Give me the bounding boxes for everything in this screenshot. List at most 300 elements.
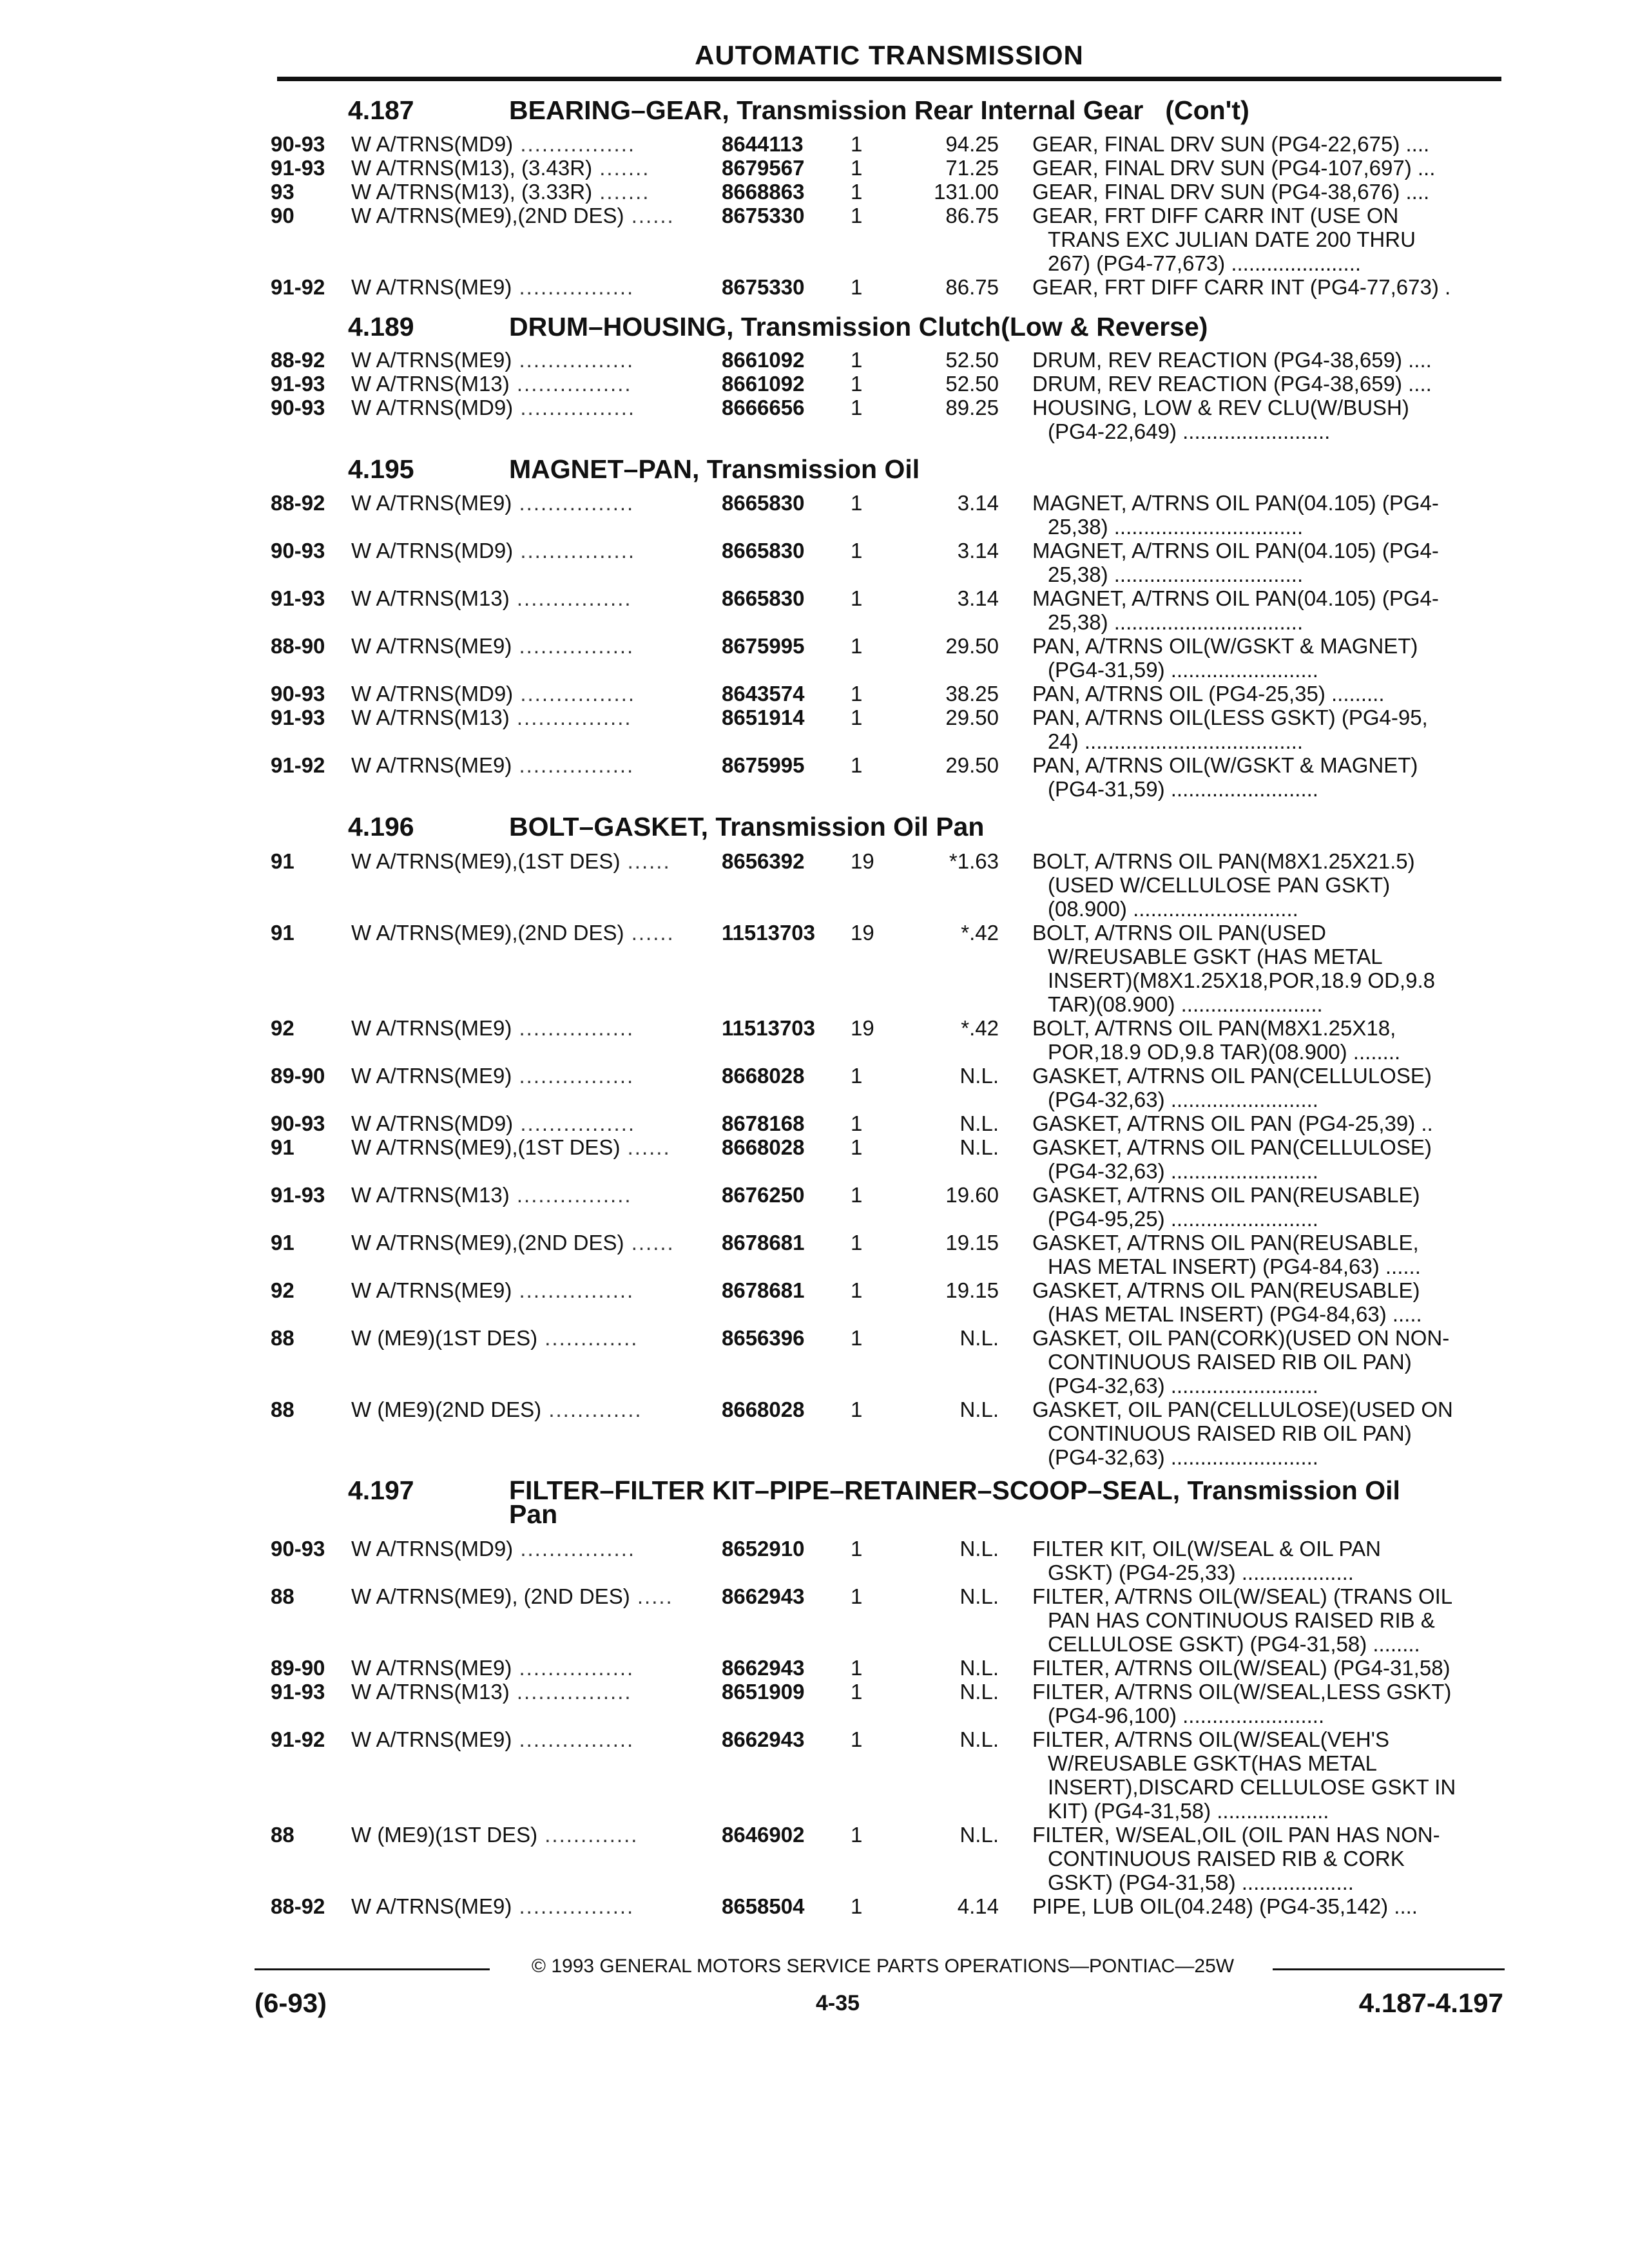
part-number: 8675995 — [722, 634, 805, 658]
quantity: 1 — [851, 1680, 863, 1704]
application — [351, 132, 635, 156]
price: *.42 — [961, 921, 999, 945]
section-heading — [348, 95, 1249, 126]
price: N.L. — [959, 1064, 999, 1088]
application — [351, 706, 632, 729]
section-title: MAGNET–PAN, Transmission Oil — [509, 454, 920, 484]
quantity: 1 — [851, 156, 863, 180]
model-years: 91-93 — [271, 1680, 325, 1704]
application-text: W A/TRNS(ME9) — [351, 1656, 512, 1680]
description-line: BOLT, A/TRNS OIL PAN(M8X1.25X18, — [1032, 1016, 1396, 1040]
model-years: 91 — [271, 1135, 294, 1159]
footer-section-range: 4.187-4.197 — [1358, 1988, 1503, 2018]
application — [351, 1398, 642, 1421]
part-description — [1032, 1656, 1509, 1680]
leader-dots: ................ — [513, 396, 636, 419]
part-number: 8652910 — [722, 1537, 805, 1561]
description-line: GASKET, OIL PAN(CORK)(USED ON NON- — [1032, 1326, 1450, 1350]
price: N.L. — [959, 1537, 999, 1561]
description-line: GASKET, A/TRNS OIL PAN(CELLULOSE) — [1032, 1064, 1432, 1088]
quantity: 1 — [851, 275, 863, 299]
part-description — [1032, 204, 1509, 275]
section-number: 4.195 — [348, 454, 414, 484]
model-years: 91 — [271, 1231, 294, 1254]
description-line: HAS METAL INSERT) (PG4-84,63) ...... — [1048, 1254, 1421, 1278]
application — [351, 682, 635, 706]
footer-rule-right — [1273, 1968, 1505, 1970]
application — [351, 1727, 634, 1751]
price: 52.50 — [945, 372, 999, 396]
price: N.L. — [959, 1823, 999, 1847]
section-title-continued: Pan — [509, 1499, 558, 1529]
price: 131.00 — [934, 180, 999, 204]
description-line: FILTER, A/TRNS OIL(W/SEAL,LESS GSKT) — [1032, 1680, 1452, 1704]
description-line: FILTER KIT, OIL(W/SEAL & OIL PAN — [1032, 1537, 1381, 1561]
part-description — [1032, 634, 1509, 682]
part-description — [1032, 921, 1509, 1016]
description-line: CONTINUOUS RAISED RIB OIL PAN) — [1048, 1350, 1412, 1374]
description-line: 267) (PG4-77,673) ...................... — [1048, 251, 1362, 275]
part-number: 8662943 — [722, 1727, 805, 1751]
footer-copyright: © 1993 GENERAL MOTORS SERVICE PARTS OPERATIONS—PONTIAC—25W — [531, 1956, 1235, 1977]
description-line: BOLT, A/TRNS OIL PAN(USED — [1032, 921, 1326, 945]
leader-dots: ................ — [512, 1278, 635, 1302]
part-number: 8668863 — [722, 180, 805, 204]
application-text: W A/TRNS(M13) — [351, 586, 510, 610]
part-number: 11513703 — [722, 1016, 816, 1040]
quantity: 1 — [851, 1135, 863, 1159]
part-description — [1032, 348, 1509, 372]
part-number: 8679567 — [722, 156, 805, 180]
application-text: W A/TRNS(ME9) — [351, 1727, 512, 1751]
leader-dots: ............. — [537, 1823, 639, 1847]
part-description — [1032, 539, 1509, 586]
description-line: CONTINUOUS RAISED RIB OIL PAN) — [1048, 1421, 1412, 1445]
application — [351, 1823, 638, 1847]
application-text: W A/TRNS(ME9),(2ND DES) — [351, 921, 624, 945]
price: 3.14 — [957, 491, 999, 515]
price: 86.75 — [945, 204, 999, 227]
description-line: (USED W/CELLULOSE PAN GSKT) — [1048, 873, 1391, 897]
description-line: PAN, A/TRNS OIL(LESS GSKT) (PG4-95, — [1032, 706, 1428, 729]
model-years: 88 — [271, 1823, 294, 1847]
footer-rule-left — [255, 1968, 490, 1970]
quantity: 1 — [851, 634, 863, 658]
model-years: 92 — [271, 1016, 294, 1040]
quantity: 19 — [851, 1016, 874, 1040]
description-line: PAN, A/TRNS OIL(W/GSKT & MAGNET) — [1032, 753, 1418, 777]
application — [351, 156, 650, 180]
model-years: 93 — [271, 180, 294, 204]
leader-dots: ................ — [512, 1656, 635, 1680]
price: N.L. — [959, 1326, 999, 1350]
application-text: W A/TRNS(ME9) — [351, 275, 512, 299]
application — [351, 1231, 675, 1254]
part-number: 8665830 — [722, 491, 805, 515]
part-number: 8644113 — [722, 132, 804, 156]
leader-dots: ................ — [512, 491, 635, 515]
part-number: 8676250 — [722, 1183, 805, 1207]
description-line: (PG4-96,100) ........................ — [1048, 1704, 1325, 1727]
description-line: 25,38) ................................ — [1048, 515, 1304, 539]
part-description — [1032, 682, 1509, 706]
part-description — [1032, 491, 1509, 539]
model-years: 89-90 — [271, 1656, 325, 1680]
application-text: W A/TRNS(ME9) — [351, 1064, 512, 1088]
price: 3.14 — [957, 586, 999, 610]
application-text: W A/TRNS(M13) — [351, 372, 510, 396]
application-text: W A/TRNS(ME9),(2ND DES) — [351, 204, 624, 227]
model-years: 90-93 — [271, 539, 325, 562]
price: N.L. — [959, 1680, 999, 1704]
application — [351, 1537, 635, 1561]
description-line: (PG4-32,63) ......................... — [1048, 1159, 1318, 1183]
application-text: W A/TRNS(ME9) — [351, 1278, 512, 1302]
part-description — [1032, 132, 1509, 156]
description-line: DRUM, REV REACTION (PG4-38,659) .... — [1032, 348, 1432, 372]
description-line: TAR)(08.900) ........................ — [1048, 992, 1323, 1016]
part-number: 8656396 — [722, 1326, 805, 1350]
application-text: W A/TRNS(MD9) — [351, 539, 514, 562]
leader-dots: ...... — [620, 1135, 671, 1159]
application — [351, 753, 634, 777]
model-years: 90-93 — [271, 1111, 325, 1135]
description-line: MAGNET, A/TRNS OIL PAN(04.105) (PG4- — [1032, 539, 1439, 562]
leader-dots: ................ — [513, 1537, 636, 1561]
application — [351, 491, 634, 515]
quantity: 1 — [851, 204, 863, 227]
application-text: W A/TRNS(MD9) — [351, 682, 514, 706]
leader-dots: ................ — [509, 586, 632, 610]
description-line: (PG4-95,25) ......................... — [1048, 1207, 1318, 1231]
model-years: 90 — [271, 204, 294, 227]
description-line: 24) ..................................... — [1048, 729, 1304, 753]
section-number: 4.189 — [348, 312, 414, 341]
application-text: W (ME9)(1ST DES) — [351, 1823, 538, 1847]
leader-dots: ................ — [512, 275, 635, 299]
description-line: (HAS METAL INSERT) (PG4-84,63) ..... — [1048, 1302, 1422, 1326]
description-line: PIPE, LUB OIL(04.248) (PG4-35,142) .... — [1032, 1894, 1418, 1918]
description-line: (PG4-22,649) ......................... — [1048, 419, 1331, 443]
application — [351, 634, 634, 658]
application-text: W A/TRNS(ME9) — [351, 1016, 512, 1040]
part-number: 8651914 — [722, 706, 805, 729]
price: *.42 — [961, 1016, 999, 1040]
application-text: W A/TRNS(ME9) — [351, 634, 512, 658]
price: 52.50 — [945, 348, 999, 372]
leader-dots: ....... — [592, 180, 650, 204]
price: N.L. — [959, 1398, 999, 1421]
part-description — [1032, 1894, 1509, 1918]
description-line: INSERT)(M8X1.25X18,POR,18.9 OD,9.8 — [1048, 968, 1435, 992]
model-years: 91-92 — [271, 275, 325, 299]
part-number: 8668028 — [722, 1398, 805, 1421]
price: *1.63 — [949, 849, 999, 873]
part-number: 8665830 — [722, 539, 805, 562]
model-years: 89-90 — [271, 1064, 325, 1088]
application — [351, 1064, 634, 1088]
application-text: W A/TRNS(ME9) — [351, 348, 512, 372]
model-years: 88-92 — [271, 1894, 325, 1918]
model-years: 88 — [271, 1398, 294, 1421]
quantity: 1 — [851, 1727, 863, 1751]
application — [351, 1135, 671, 1159]
model-years: 91-93 — [271, 1183, 325, 1207]
description-line: GASKET, OIL PAN(CELLULOSE)(USED ON — [1032, 1398, 1453, 1421]
part-description — [1032, 706, 1509, 753]
model-years: 92 — [271, 1278, 294, 1302]
price: 86.75 — [945, 275, 999, 299]
leader-dots: ................ — [509, 1680, 632, 1704]
section-number: 4.187 — [348, 95, 414, 125]
model-years: 88-92 — [271, 491, 325, 515]
leader-dots: ................ — [509, 372, 632, 396]
description-line: GASKET, A/TRNS OIL PAN(REUSABLE, — [1032, 1231, 1419, 1254]
description-line: (PG4-31,59) ......................... — [1048, 658, 1318, 682]
description-line: 25,38) ................................ — [1048, 610, 1304, 634]
leader-dots: ................ — [512, 1016, 635, 1040]
application-text: W (ME9)(1ST DES) — [351, 1326, 538, 1350]
application — [351, 1183, 632, 1207]
leader-dots: ............. — [541, 1398, 642, 1421]
description-line: (PG4-32,63) ......................... — [1048, 1374, 1318, 1398]
application — [351, 372, 632, 396]
part-number: 8643574 — [722, 682, 805, 706]
application — [351, 1584, 673, 1608]
quantity: 1 — [851, 491, 863, 515]
application — [351, 275, 634, 299]
model-years: 90-93 — [271, 396, 325, 419]
section-continued-label: (Con't) — [1165, 95, 1249, 125]
description-line: W/REUSABLE GSKT(HAS METAL — [1048, 1751, 1377, 1775]
part-description — [1032, 1680, 1509, 1727]
section-heading — [348, 312, 1208, 342]
price: 29.50 — [945, 753, 999, 777]
description-line: 25,38) ................................ — [1048, 562, 1304, 586]
price: 19.15 — [945, 1278, 999, 1302]
description-line: INSERT),DISCARD CELLULOSE GSKT IN — [1048, 1775, 1456, 1799]
application — [351, 586, 632, 610]
section-title: FILTER–FILTER KIT–PIPE–RETAINER–SCOOP–SEAL, Transmission Oil — [509, 1475, 1400, 1505]
description-line: GASKET, A/TRNS OIL PAN(REUSABLE) — [1032, 1278, 1420, 1302]
leader-dots: ...... — [624, 204, 675, 227]
part-number: 8656392 — [722, 849, 805, 873]
description-line: TRANS EXC JULIAN DATE 200 THRU — [1048, 227, 1416, 251]
application-text: W A/TRNS(ME9), (2ND DES) — [351, 1584, 630, 1608]
quantity: 1 — [851, 1823, 863, 1847]
price: 38.25 — [945, 682, 999, 706]
part-description — [1032, 1398, 1509, 1469]
application-text: W A/TRNS(MD9) — [351, 396, 514, 419]
part-description — [1032, 275, 1509, 299]
price: N.L. — [959, 1135, 999, 1159]
quantity: 1 — [851, 132, 863, 156]
application-text: W (ME9)(2ND DES) — [351, 1398, 542, 1421]
application — [351, 1656, 634, 1680]
description-line: PAN, A/TRNS OIL (PG4-25,35) ......... — [1032, 682, 1385, 706]
leader-dots: ................ — [512, 634, 635, 658]
description-line: GASKET, A/TRNS OIL PAN(REUSABLE) — [1032, 1183, 1420, 1207]
description-line: MAGNET, A/TRNS OIL PAN(04.105) (PG4- — [1032, 586, 1439, 610]
description-line: GSKT) (PG4-31,58) ................... — [1048, 1870, 1354, 1894]
part-number: 8678681 — [722, 1278, 805, 1302]
quantity: 1 — [851, 1894, 863, 1918]
model-years: 91 — [271, 849, 294, 873]
part-description — [1032, 1326, 1509, 1398]
description-line: (PG4-32,63) ......................... — [1048, 1445, 1318, 1469]
part-description — [1032, 1135, 1509, 1183]
application-text: W A/TRNS(M13) — [351, 1183, 510, 1207]
part-number: 8661092 — [722, 348, 805, 372]
description-line: GEAR, FINAL DRV SUN (PG4-107,697) ... — [1032, 156, 1436, 180]
model-years: 88 — [271, 1326, 294, 1350]
part-description — [1032, 396, 1509, 443]
price: N.L. — [959, 1111, 999, 1135]
price: N.L. — [959, 1727, 999, 1751]
application — [351, 348, 634, 372]
quantity: 1 — [851, 1064, 863, 1088]
quantity: 1 — [851, 539, 863, 562]
model-years: 91-93 — [271, 706, 325, 729]
application-text: W A/TRNS(MD9) — [351, 132, 514, 156]
application — [351, 204, 675, 227]
model-years: 91-92 — [271, 753, 325, 777]
quantity: 1 — [851, 372, 863, 396]
application — [351, 921, 675, 945]
part-number: 8675330 — [722, 204, 805, 227]
application — [351, 1894, 634, 1918]
quantity: 1 — [851, 586, 863, 610]
part-description — [1032, 1537, 1509, 1584]
model-years: 90-93 — [271, 682, 325, 706]
section-title: BOLT–GASKET, Transmission Oil Pan — [509, 812, 985, 841]
price: 29.50 — [945, 634, 999, 658]
page-title: AUTOMATIC TRANSMISSION — [695, 40, 1084, 70]
description-line: GEAR, FRT DIFF CARR INT (USE ON — [1032, 204, 1399, 227]
description-line: GSKT) (PG4-25,33) ................... — [1048, 1561, 1354, 1584]
application-text: W A/TRNS(M13) — [351, 706, 510, 729]
application — [351, 180, 650, 204]
quantity: 1 — [851, 1231, 863, 1254]
description-line: PAN, A/TRNS OIL(W/GSKT & MAGNET) — [1032, 634, 1418, 658]
leader-dots: ................ — [512, 348, 635, 372]
model-years: 90-93 — [271, 1537, 325, 1561]
footer-date-code: (6-93) — [255, 1988, 327, 2018]
section-heading — [348, 812, 984, 842]
description-line: BOLT, A/TRNS OIL PAN(M8X1.25X21.5) — [1032, 849, 1415, 873]
part-description — [1032, 372, 1509, 396]
description-line: POR,18.9 OD,9.8 TAR)(08.900) ........ — [1048, 1040, 1401, 1064]
price: 19.60 — [945, 1183, 999, 1207]
description-line: FILTER, W/SEAL,OIL (OIL PAN HAS NON- — [1032, 1823, 1440, 1847]
section-title: BEARING–GEAR, Transmission Rear Internal Gear — [509, 95, 1144, 125]
description-line: (PG4-31,59) ......................... — [1048, 777, 1318, 801]
quantity: 1 — [851, 396, 863, 419]
part-number: 8662943 — [722, 1656, 805, 1680]
leader-dots: ...... — [624, 921, 675, 945]
application — [351, 849, 671, 873]
part-description — [1032, 1183, 1509, 1231]
model-years: 91-93 — [271, 156, 325, 180]
application — [351, 1278, 634, 1302]
model-years: 91-93 — [271, 372, 325, 396]
part-number: 8661092 — [722, 372, 805, 396]
quantity: 19 — [851, 921, 874, 945]
quantity: 1 — [851, 1183, 863, 1207]
footer-page-number: 4-35 — [815, 1991, 860, 2015]
description-line: CELLULOSE GSKT) (PG4-31,58) ........ — [1048, 1632, 1420, 1656]
price: 19.15 — [945, 1231, 999, 1254]
model-years: 91-92 — [271, 1727, 325, 1751]
description-line: W/REUSABLE GSKT (HAS METAL — [1048, 945, 1383, 968]
price: N.L. — [959, 1656, 999, 1680]
leader-dots: ................ — [512, 1727, 635, 1751]
part-description — [1032, 849, 1509, 921]
part-number: 8678168 — [722, 1111, 805, 1135]
description-line: (PG4-32,63) ......................... — [1048, 1088, 1318, 1111]
application-text: W A/TRNS(ME9),(2ND DES) — [351, 1231, 624, 1254]
price: 71.25 — [945, 156, 999, 180]
application-text: W A/TRNS(ME9) — [351, 753, 512, 777]
quantity: 1 — [851, 1278, 863, 1302]
part-description — [1032, 1584, 1509, 1656]
price: 4.14 — [957, 1894, 999, 1918]
description-line: GASKET, A/TRNS OIL PAN(CELLULOSE) — [1032, 1135, 1432, 1159]
leader-dots: ................ — [513, 132, 636, 156]
part-number: 8646902 — [722, 1823, 805, 1847]
section-number: 4.197 — [348, 1475, 414, 1505]
section-heading — [348, 1475, 1400, 1506]
description-line: (08.900) ............................ — [1048, 897, 1298, 921]
description-line: GEAR, FINAL DRV SUN (PG4-38,676) .... — [1032, 180, 1430, 204]
leader-dots: ..... — [630, 1584, 673, 1608]
quantity: 1 — [851, 348, 863, 372]
application-text: W A/TRNS(ME9),(1ST DES) — [351, 849, 621, 873]
part-number: 8668028 — [722, 1064, 805, 1088]
quantity: 1 — [851, 1111, 863, 1135]
application — [351, 539, 635, 562]
description-line: FILTER, A/TRNS OIL(W/SEAL) (PG4-31,58) — [1032, 1656, 1451, 1680]
model-years: 91 — [271, 921, 294, 945]
description-line: FILTER, A/TRNS OIL(W/SEAL) (TRANS OIL — [1032, 1584, 1453, 1608]
application-text: W A/TRNS(M13), (3.43R) — [351, 156, 593, 180]
model-years: 88-92 — [271, 348, 325, 372]
application-text: W A/TRNS(ME9) — [351, 1894, 512, 1918]
application-text: W A/TRNS(M13) — [351, 1680, 510, 1704]
part-description — [1032, 1111, 1509, 1135]
part-description — [1032, 1278, 1509, 1326]
part-description — [1032, 1231, 1509, 1278]
model-years: 88 — [271, 1584, 294, 1608]
price: N.L. — [959, 1584, 999, 1608]
part-number: 8668028 — [722, 1135, 805, 1159]
part-description — [1032, 156, 1509, 180]
leader-dots: ...... — [620, 849, 671, 873]
part-description — [1032, 1727, 1509, 1823]
description-line: PAN HAS CONTINUOUS RAISED RIB & — [1048, 1608, 1435, 1632]
leader-dots: ................ — [513, 1111, 636, 1135]
application — [351, 396, 635, 419]
application — [351, 1680, 632, 1704]
model-years: 88-90 — [271, 634, 325, 658]
application-text: W A/TRNS(ME9) — [351, 491, 512, 515]
part-number: 8675330 — [722, 275, 805, 299]
quantity: 1 — [851, 1656, 863, 1680]
application — [351, 1326, 638, 1350]
leader-dots: ................ — [513, 539, 636, 562]
price: 89.25 — [945, 396, 999, 419]
quantity: 1 — [851, 1326, 863, 1350]
